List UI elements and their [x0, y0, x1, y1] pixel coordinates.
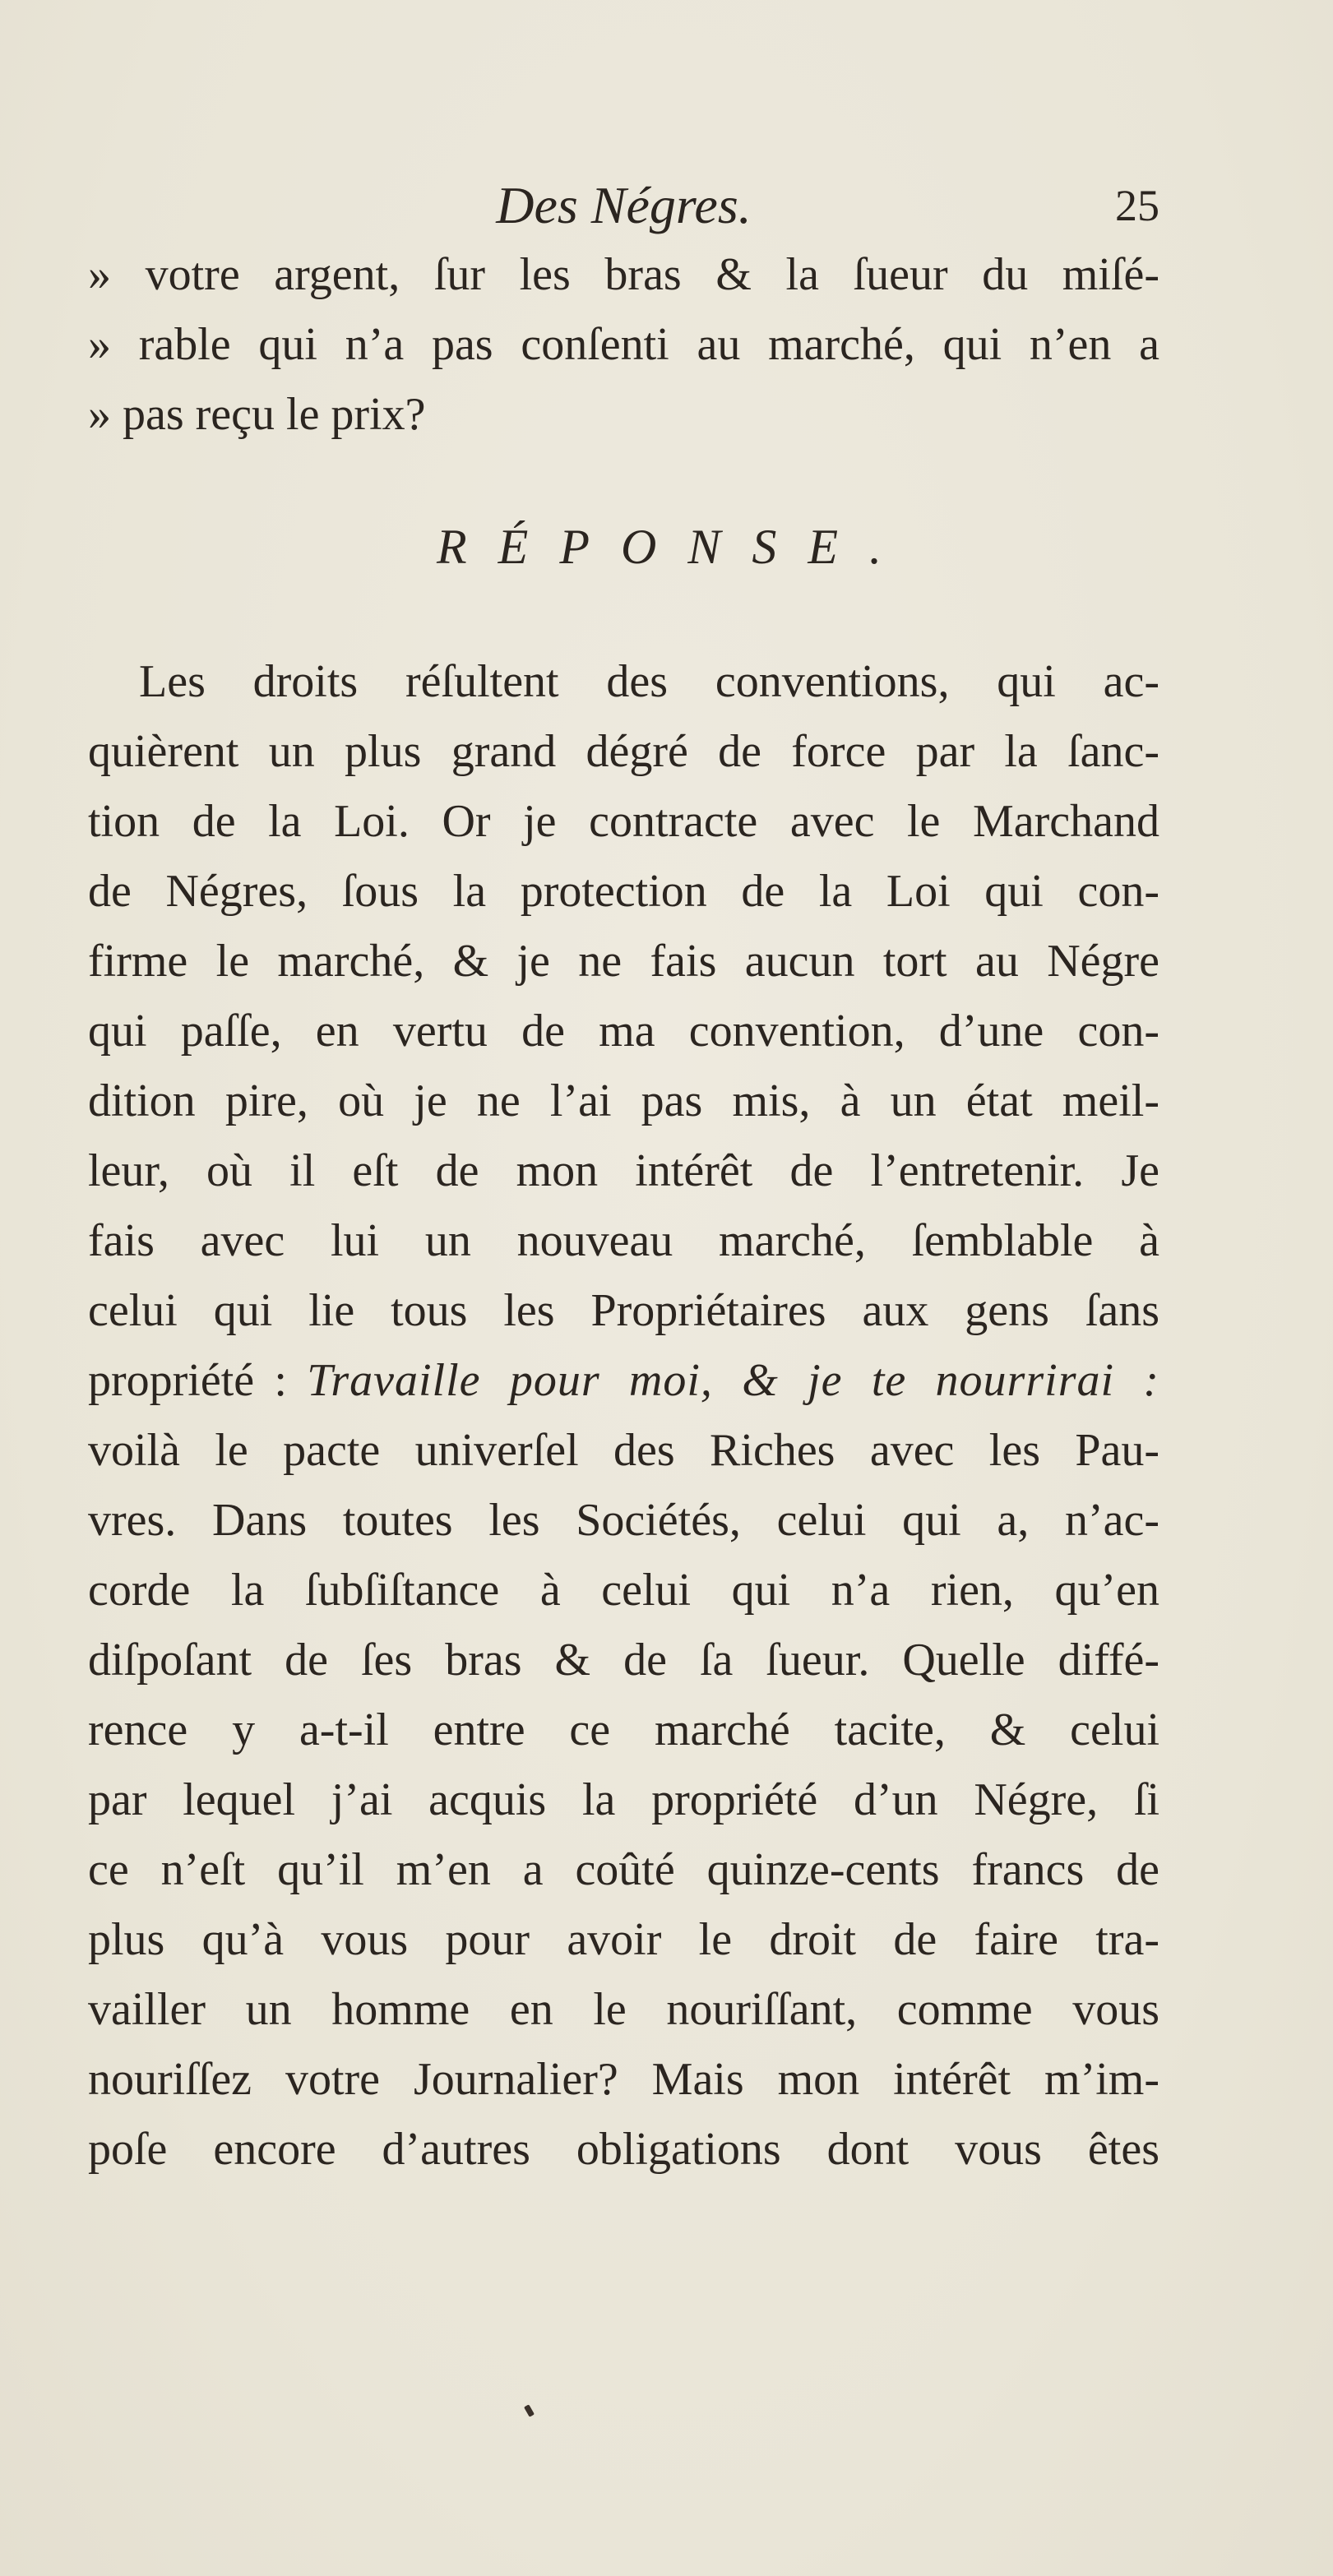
running-title: Des Négres. [496, 176, 752, 234]
text-line: leur, où il eſt de mon intérêt de l’entretenir. Je [88, 1145, 1159, 1196]
roman-text: propriété : [88, 1355, 308, 1406]
text-line: par lequel j’ai acquis la propriété d’un Négre, ſi [88, 1774, 1159, 1825]
text-line: voilà le pacte univerſel des Riches avec les Pau- [88, 1425, 1159, 1476]
text-line: vres. Dans toutes les Sociétés, celui qui a, n’ac- [88, 1495, 1159, 1546]
text-line: dition pire, où je ne l’ai pas mis, à un état meil- [88, 1075, 1159, 1126]
text-line [88, 1346, 1159, 1416]
italic-quotation: Travaille pour moi, & je te nourrirai : [307, 1355, 1159, 1406]
section-heading: RÉPONSE. [437, 520, 913, 574]
text-line: diſpoſant de ſes bras & de ſa ſueur. Quelle diffé- [88, 1635, 1159, 1686]
text-line: firme le marché, & je ne fais aucun tort au Négre [88, 936, 1159, 987]
text-line: celui qui lie tous les Propriétaires aux gens ſans [88, 1285, 1159, 1336]
text-line: » rable qui n’a pas conſenti au marché, qui n’en a [88, 319, 1159, 370]
text-line: fais avec lui un nouveau marché, ſemblable à [88, 1215, 1159, 1266]
text-line: quièrent un plus grand dégré de force par la ſanc- [88, 726, 1159, 777]
page-number: 25 [1115, 181, 1159, 230]
text-line: nouriſſez votre Journalier? Mais mon intérêt m’im- [88, 2054, 1159, 2105]
text-line: corde la ſubſiſtance à celui qui n’a rien, qu’en [88, 1565, 1159, 1616]
body-paragraph [88, 647, 1159, 2185]
text-line: poſe encore d’autres obligations dont vous êtes [88, 2124, 1159, 2175]
text-line: ce n’eſt qu’il m’en a coûté quinze-cents francs de [88, 1844, 1159, 1895]
running-head [88, 169, 1159, 243]
text-line: qui paſſe, en vertu de ma convention, d’une con- [88, 1006, 1159, 1057]
text-line: » pas reçu le prix? [88, 389, 426, 440]
text-line: plus qu’à vous pour avoir le droit de faire tra- [88, 1914, 1159, 1965]
text-line: Les droits réſultent des conventions, qui ac- [139, 656, 1159, 707]
text-line: tion de la Loi. Or je contracte avec le Marchand [88, 796, 1159, 847]
text-line: de Négres, ſous la protection de la Loi qui con- [88, 866, 1159, 917]
ink-speck [524, 2404, 535, 2417]
text-line: vailler un homme en le nouriſſant, comme vous [88, 1984, 1159, 2035]
text-line: rence y a-t-il entre ce marché tacite, & celui [88, 1704, 1159, 1755]
quoted-passage [88, 240, 1159, 450]
text-line: » votre argent, ſur les bras & la ſueur du miſé- [88, 249, 1159, 300]
